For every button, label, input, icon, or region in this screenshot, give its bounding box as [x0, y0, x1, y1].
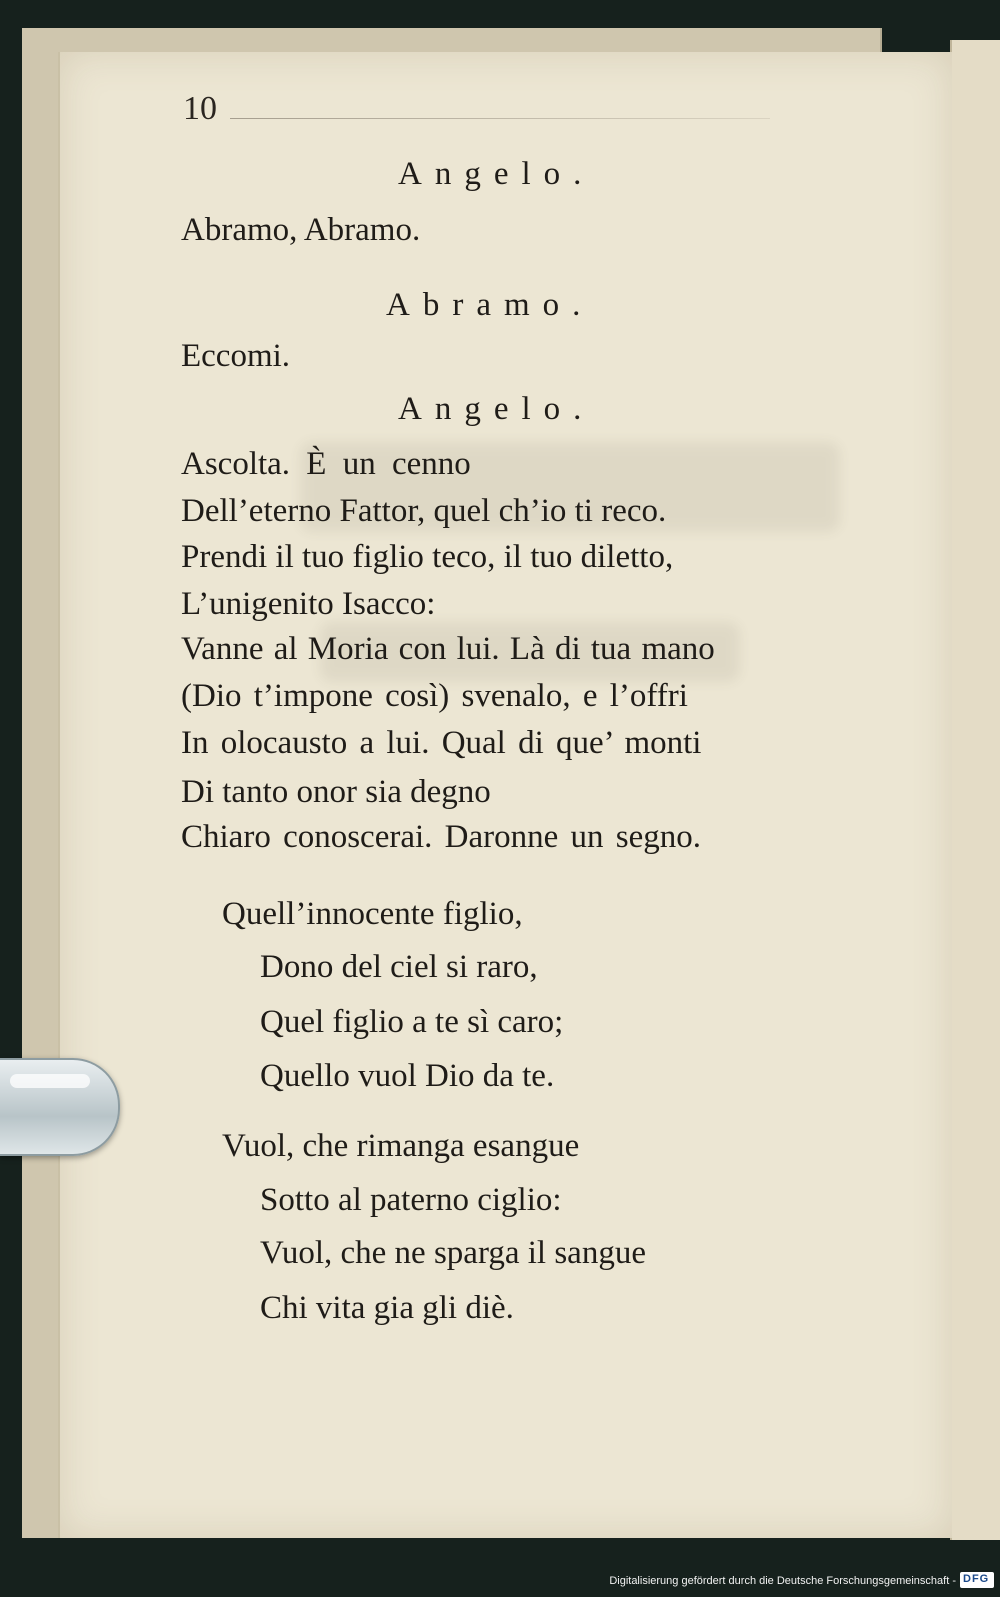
speaker-heading: Angelo.	[398, 391, 595, 427]
verse-line: (Dio t’impone così) svenalo, e l’offri	[181, 678, 688, 714]
aria-line: Vuol, che ne sparga il sangue	[260, 1235, 646, 1271]
verse-line: Di tanto onor sia degno	[181, 774, 491, 810]
aria-line: Quell’innocente figlio,	[222, 896, 523, 932]
footer-bar	[0, 1548, 1000, 1597]
aria-line: Vuol, che rimanga esangue	[222, 1128, 580, 1164]
aria-line: Sotto al paterno ciglio:	[260, 1182, 562, 1218]
facing-page-edge	[950, 40, 1000, 1540]
dfg-logo-icon: DFG	[960, 1572, 994, 1588]
page-number: 10	[183, 90, 217, 127]
verse-line: In olocausto a lui. Qual di que’ monti	[181, 725, 702, 761]
verse-line: Prendi il tuo figlio teco, il tuo diletto,	[181, 539, 674, 575]
aria-line: Dono del ciel si raro,	[260, 949, 538, 985]
speaker-heading: Angelo.	[398, 156, 595, 192]
page-clip	[0, 1052, 128, 1158]
verse-line: Chiaro conoscerai. Daronne un segno.	[181, 819, 702, 855]
aria-line: Quel figlio a te sì caro;	[260, 1004, 564, 1040]
verse-line: Eccomi.	[181, 338, 291, 374]
verse-line: L’unigenito Isacco:	[181, 586, 436, 622]
speaker-heading: Abramo.	[386, 287, 594, 323]
verse-line: Ascolta. È un cenno	[181, 446, 471, 482]
header-rule	[230, 118, 770, 119]
aria-line: Quello vuol Dio da te.	[260, 1058, 555, 1094]
aria-line: Chi vita gia gli diè.	[260, 1290, 514, 1326]
verse-line: Vanne al Moria con lui. Là di tua mano	[181, 631, 715, 667]
digitization-credit: Digitalisierung gefördert durch die Deutsche Forschungsgemeinschaft -	[609, 1575, 956, 1587]
verse-line: Abramo, Abramo.	[181, 212, 421, 248]
verse-line: Dell’eterno Fattor, quel ch’io ti reco.	[181, 493, 667, 529]
